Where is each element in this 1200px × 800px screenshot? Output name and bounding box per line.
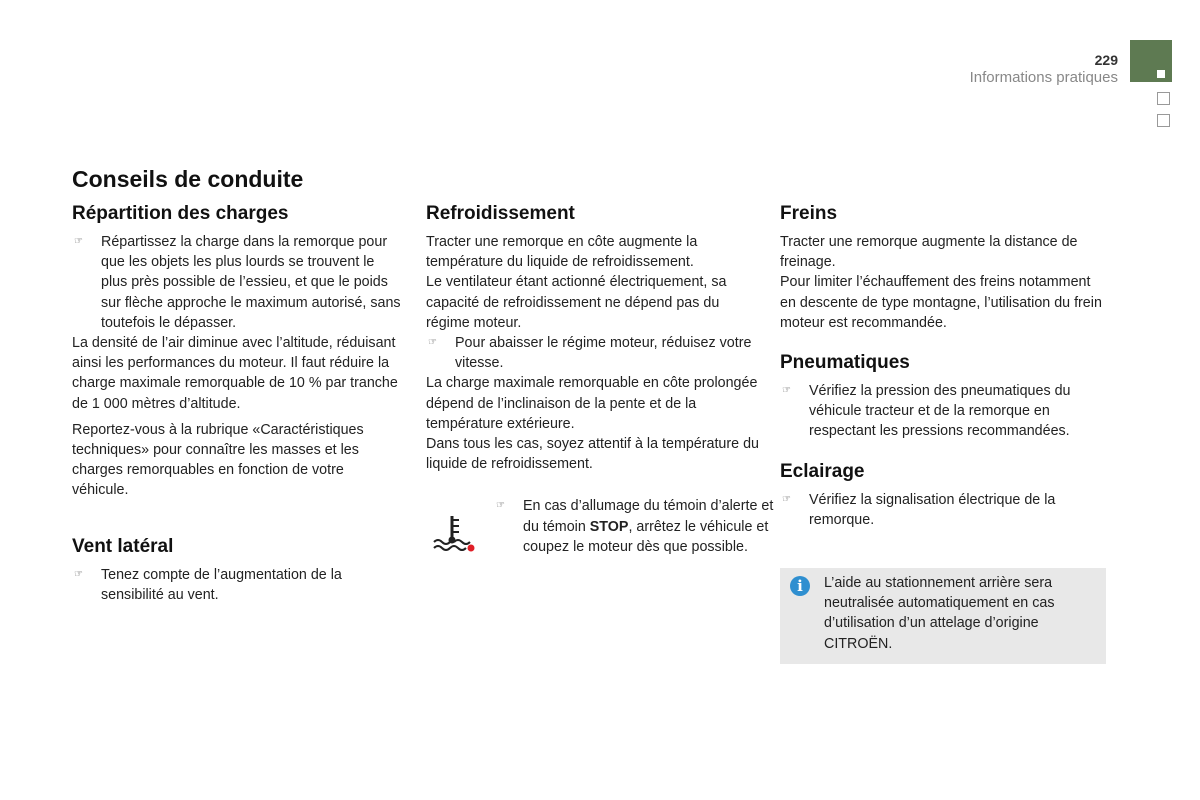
coolant-warning — [426, 496, 774, 576]
section-heading-eclairage: Eclairage — [780, 460, 865, 482]
chapter-tab-box — [1157, 114, 1170, 127]
bullet-text: Tenez compte de l’augmentation de la sensibilité au vent. — [101, 566, 342, 603]
section-heading-freins: Freins — [780, 203, 838, 224]
bullet-item — [72, 232, 402, 333]
paragraph: La charge maximale remorquable en côte prolongée dépend de l’inclinaison de la pente et de la température extérieure. — [426, 375, 758, 432]
page-number: 229 — [1094, 52, 1118, 68]
middle-column — [426, 202, 774, 576]
info-note — [780, 568, 1106, 664]
bullet-item — [780, 381, 1106, 442]
left-column — [72, 202, 402, 605]
bullet-text: Répartissez la charge dans la remorque pour que les objets les plus lourds se trouvent le plus près possible de l’essieu, et que le poids sur flèche approche le maximum autorisé, sans toutefois le dépasser. — [101, 234, 401, 331]
info-text: L’aide au stationnement arrière sera neutralisée automatiquement en cas d’utilisation d’un attelage d’origine CITROËN. — [824, 575, 1055, 652]
paragraph: Reportez-vous à la rubrique «Caractéristiques techniques» pour connaître les masses et les charges remorquables en fonction de votre véhicule. — [72, 421, 364, 499]
chapter-tab — [1130, 40, 1172, 82]
bullet-text: Vérifiez la signalisation électrique de la remorque. — [809, 491, 1056, 528]
chapter-tab-box — [1157, 92, 1170, 105]
bullet-text: Pour abaisser le régime moteur, réduisez votre vitesse. — [455, 335, 752, 372]
warning-text-end: , arrêtez le véhicule et coupez le moteur dès que possible. — [523, 518, 769, 555]
coolant-temperature-warning-icon — [430, 512, 476, 552]
chapter-tab-marker — [1157, 70, 1165, 78]
pointing-hand-icon: ☞ — [782, 493, 791, 505]
section-heading-repartition: Répartition des charges — [72, 203, 289, 224]
bullet-item — [72, 565, 402, 605]
pointing-hand-icon: ☞ — [74, 568, 83, 580]
bullet-item — [426, 333, 761, 373]
warning-text — [494, 496, 783, 557]
pointing-hand-icon: ☞ — [496, 500, 505, 512]
paragraph: Tracter une remorque en côte augmente la température du liquide de refroidissement. — [426, 234, 698, 271]
section-title: Informations pratiques — [969, 69, 1118, 86]
section-heading-vent-lateral: Vent latéral — [72, 535, 174, 557]
paragraph: Dans tous les cas, soyez attentif à la température du liquide de refroidissement. — [426, 436, 759, 473]
warning-text-start: En cas d’allumage du témoin d’alerte et du témoin — [523, 498, 774, 535]
paragraph: Le ventilateur étant actionné électriquement, sa capacité de refroidissement ne dépend pas du régime moteur. — [426, 274, 727, 331]
right-column — [780, 202, 1106, 664]
pointing-hand-icon: ☞ — [74, 236, 83, 247]
pointing-hand-icon: ☞ — [782, 385, 791, 397]
paragraph: Pour limiter l’échauffement des freins notamment en descente de type montagne, l’utilisation du frein moteur est recommandée. — [780, 274, 1102, 331]
pointing-hand-icon: ☞ — [428, 337, 437, 349]
paragraph: Tracter une remorque augmente la distance de freinage. — [780, 234, 1078, 271]
bullet-text: Vérifiez la pression des pneumatiques du véhicule tracteur et de la remorque en respectant les pressions recommandées. — [809, 383, 1071, 440]
bullet-item — [780, 490, 1106, 530]
page-title: Conseils de conduite — [72, 166, 304, 192]
stop-label: STOP — [589, 518, 629, 535]
section-heading-refroidissement: Refroidissement — [426, 203, 575, 224]
info-icon: i — [790, 576, 810, 596]
section-heading-pneumatiques: Pneumatiques — [780, 352, 910, 374]
paragraph: La densité de l’air diminue avec l’altitude, réduisant ainsi les performances du moteur. Il faut réduire la charge maximale remorquable de 10 % par tranche de 1 000 mètres d’altitude. — [72, 335, 398, 412]
